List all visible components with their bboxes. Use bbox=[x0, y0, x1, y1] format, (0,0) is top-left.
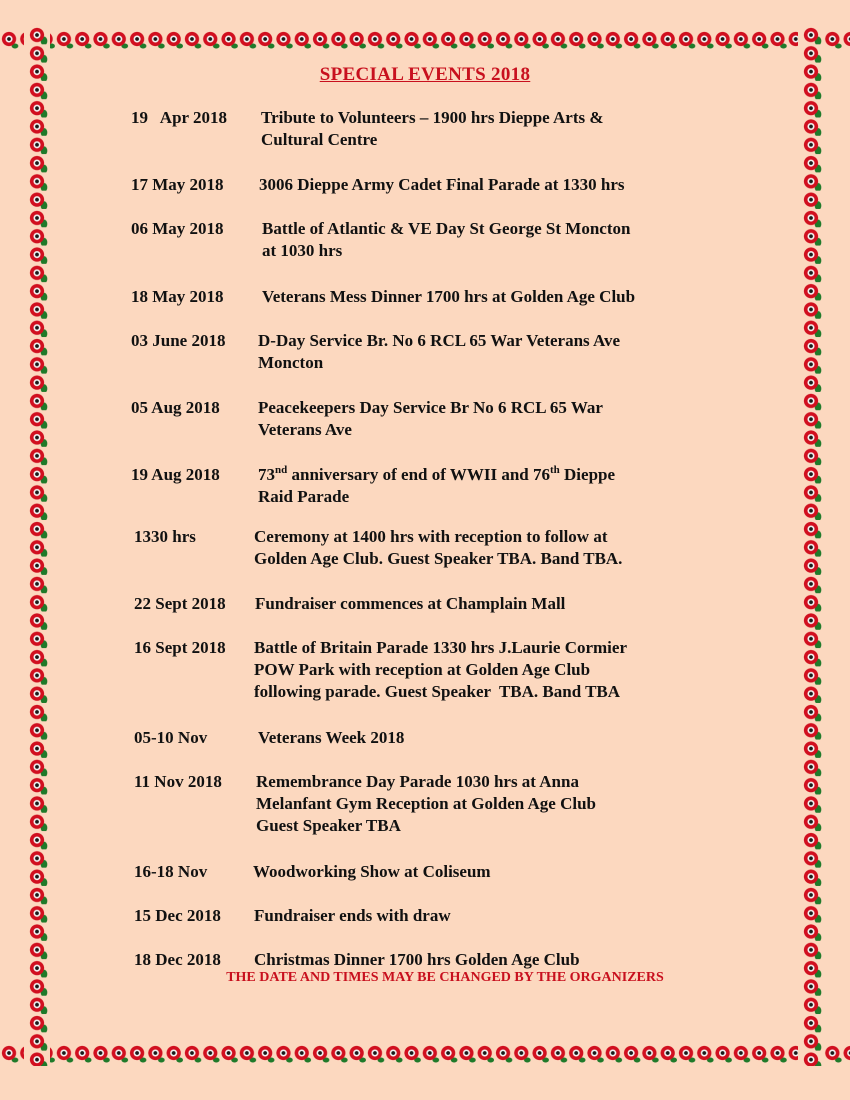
event-line: Battle of Britain Parade 1330 hrs J.Laurie Cormier bbox=[254, 638, 627, 657]
event-date: 16 Sept 2018 bbox=[134, 638, 226, 657]
event-description bbox=[258, 727, 404, 749]
event-line: Veterans Week 2018 bbox=[258, 728, 405, 747]
event-line: at 1030 hrs bbox=[262, 241, 343, 260]
event-date: 19 Apr 2018 bbox=[131, 108, 228, 127]
event-description bbox=[253, 861, 491, 883]
page-title: SPECIAL EVENTS 2018 bbox=[319, 64, 531, 85]
disclaimer-note: THE DATE AND TIMES MAY BE CHANGED BY THE ORGANIZERS bbox=[226, 970, 664, 985]
event-line: Woodworking Show at Coliseum bbox=[253, 862, 491, 881]
event-line: Tribute to Volunteers – 1900 hrs Dieppe Arts & bbox=[261, 108, 604, 127]
event-line: Battle of Atlantic & VE Day St George St Moncton bbox=[262, 219, 631, 238]
event-line: Veterans Ave bbox=[258, 420, 352, 439]
event-line: Cultural Centre bbox=[261, 130, 378, 149]
event-line: 73nd anniversary of end of WWII and 76th Dieppe bbox=[258, 464, 616, 484]
event-date: 11 Nov 2018 bbox=[134, 772, 222, 791]
event-line: following parade. Guest Speaker TBA. Band TBA bbox=[254, 682, 621, 701]
event-description bbox=[254, 949, 580, 971]
event-date: 03 June 2018 bbox=[131, 331, 226, 350]
event-line: Fundraiser commences at Champlain Mall bbox=[255, 594, 566, 613]
event-line: Melanfant Gym Reception at Golden Age Club bbox=[256, 794, 596, 813]
event-description bbox=[254, 637, 627, 703]
event-line: Peacekeepers Day Service Br No 6 RCL 65 War bbox=[258, 398, 603, 417]
event-date: 16-18 Nov bbox=[134, 862, 208, 881]
poppy-border-top bbox=[0, 26, 850, 52]
event-line: Ceremony at 1400 hrs with reception to follow at bbox=[254, 527, 608, 546]
event-line: Fundraiser ends with draw bbox=[254, 906, 451, 925]
event-line: D-Day Service Br. No 6 RCL 65 War Veterans Ave bbox=[258, 331, 621, 350]
event-line: Raid Parade bbox=[258, 487, 350, 506]
poppy-border-left bbox=[24, 26, 50, 1066]
event-date: 1330 hrs bbox=[134, 527, 196, 546]
event-date: 17 May 2018 bbox=[131, 175, 224, 194]
event-line: Golden Age Club. Guest Speaker TBA. Band TBA. bbox=[254, 549, 623, 568]
event-description bbox=[258, 397, 603, 441]
event-date: 05 Aug 2018 bbox=[131, 398, 220, 417]
event-line: Veterans Mess Dinner 1700 hrs at Golden Age Club bbox=[262, 287, 636, 306]
event-description bbox=[255, 593, 565, 615]
event-line: Remembrance Day Parade 1030 hrs at Anna bbox=[256, 772, 579, 791]
poppy-border-bottom bbox=[0, 1040, 850, 1066]
event-description bbox=[259, 174, 624, 196]
event-date: 18 May 2018 bbox=[131, 287, 224, 306]
event-line: Guest Speaker TBA bbox=[256, 816, 401, 835]
event-description bbox=[254, 905, 451, 927]
event-description bbox=[261, 107, 604, 151]
event-description bbox=[258, 464, 615, 508]
event-description bbox=[256, 771, 596, 837]
event-description bbox=[254, 526, 622, 570]
event-date: 15 Dec 2018 bbox=[134, 906, 221, 925]
event-description bbox=[258, 330, 620, 374]
event-line: Christmas Dinner 1700 hrs Golden Age Club bbox=[254, 950, 580, 969]
event-date: 05-10 Nov bbox=[134, 728, 208, 747]
event-date: 19 Aug 2018 bbox=[131, 465, 220, 484]
event-date: 06 May 2018 bbox=[131, 219, 224, 238]
event-description bbox=[262, 218, 630, 262]
event-description bbox=[262, 286, 635, 308]
poppy-border-right bbox=[798, 26, 824, 1066]
event-date: 22 Sept 2018 bbox=[134, 594, 226, 613]
event-line: 3006 Dieppe Army Cadet Final Parade at 1330 hrs bbox=[259, 175, 625, 194]
event-line: POW Park with reception at Golden Age Club bbox=[254, 660, 591, 679]
event-line: Moncton bbox=[258, 353, 324, 372]
event-date: 18 Dec 2018 bbox=[134, 950, 221, 969]
